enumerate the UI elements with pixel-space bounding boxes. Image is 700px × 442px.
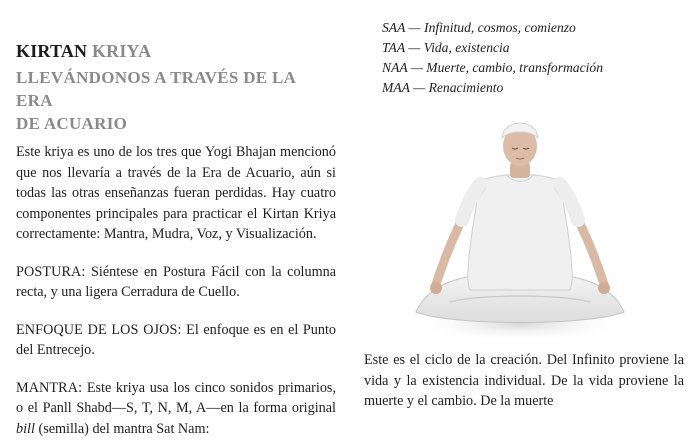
sound-maa: MAA — Renacimiento — [382, 80, 504, 95]
sound-saa: SAA — Infinitud, cosmos, comienzo — [382, 20, 576, 35]
mantra-label: MANTRA: — [16, 379, 83, 396]
enfoque-paragraph — [16, 320, 336, 361]
enfoque-text: El enfoque es en el Punto del Entrecejo. — [16, 321, 337, 358]
sound-taa: TAA — Vida, existencia — [382, 40, 510, 55]
title-accent: KRIYA — [91, 41, 152, 61]
right-hand — [598, 282, 610, 294]
subtitle-line-2: DE ACUARIO — [16, 114, 128, 133]
sound-naa: NAA — Muerte, cambio, transformación — [382, 60, 604, 75]
mantra-text-a: Este kriya usa los cinco sonidos primarios, o el Panll Shabd—S, T, N, M, A—en la forma original — [16, 379, 336, 416]
page-subtitle — [16, 66, 336, 135]
mantra-sounds-list — [382, 18, 692, 98]
intro-paragraph: Este kriya es uno de los tres que Yogi Bhajan mencionó que nos llevaría a través de la Era de Acuario, aún si todas las otras enseñanzas fueran perdidas. Hay cuatro componentes principales para practicar el Kirtan Kriya correctamente: Mantra, Mudra, Voz, y Visualización. — [16, 144, 336, 242]
page-title — [16, 40, 336, 62]
mantra-paragraph — [16, 378, 336, 440]
enfoque-label: ENFOQUE DE LOS OJOS: — [16, 321, 182, 338]
torso — [468, 175, 572, 291]
seated-woman-illustration — [410, 112, 630, 344]
mantra-italic-word: bill — [16, 420, 35, 437]
title-main: KIRTAN — [16, 41, 88, 61]
postura-label: POSTURA: — [16, 263, 86, 280]
mantra-text-b: (semilla) del mantra Sat Nam: — [38, 420, 210, 437]
postura-paragraph — [16, 262, 336, 303]
postura-text: Siéntese en Postura Fácil con la columna recta, y una ligera Cerradura de Cuello. — [16, 263, 336, 300]
meditation-pose-photo — [410, 112, 630, 344]
left-hand — [430, 282, 442, 294]
left-column — [16, 40, 336, 439]
caption-paragraph: Este es el ciclo de la creación. Del Infinito proviene la vida y la existencia individual. De la vida proviene la muerte y el cambio. De la muerte — [364, 352, 684, 409]
subtitle-line-1: LLEVÁNDONOS A TRAVÉS DE LA ERA — [16, 68, 296, 110]
